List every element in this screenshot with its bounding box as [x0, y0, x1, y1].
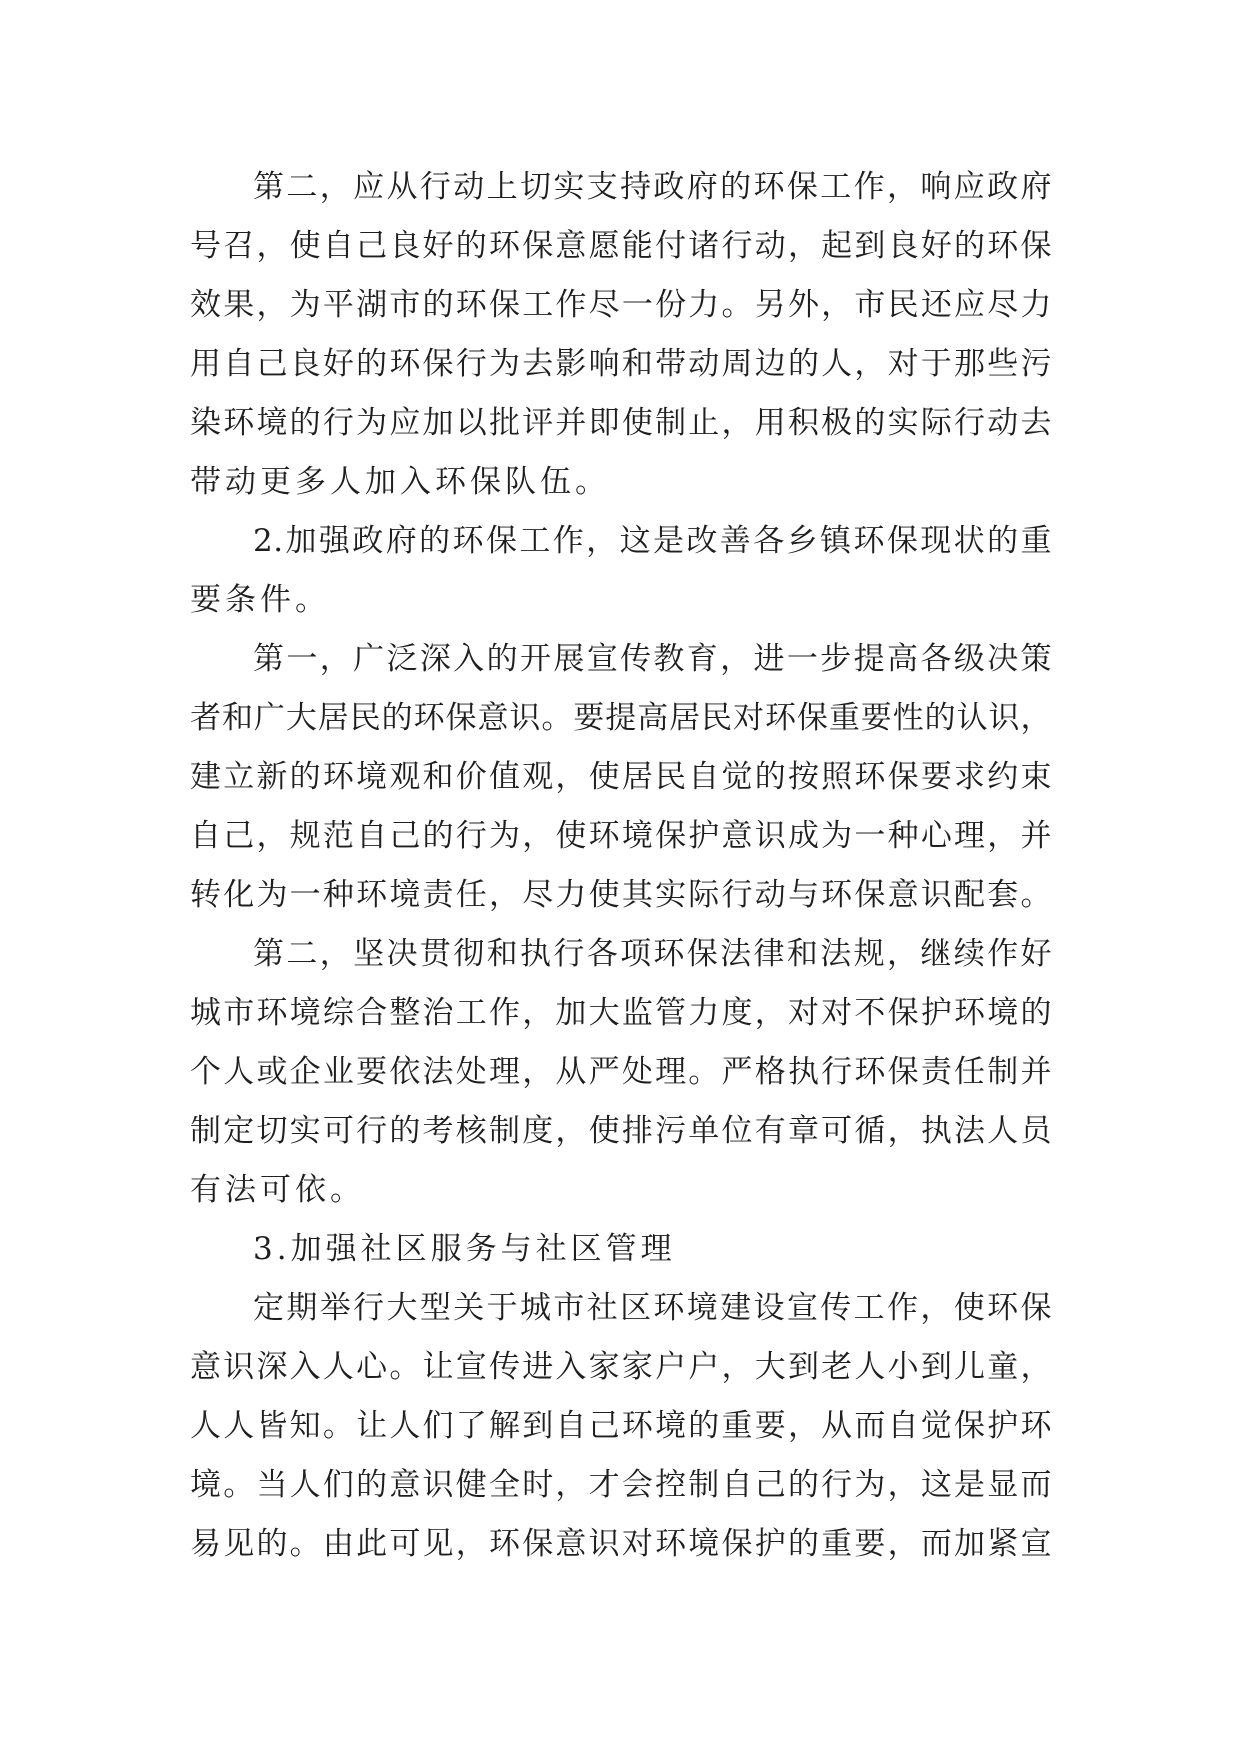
- text-line: 染环境的行为应加以批评并即使制止，用积极的实际行动去: [190, 405, 1052, 441]
- text-line: 制定切实可行的考核制度，使排污单位有章可循，执法人员: [190, 1113, 1052, 1149]
- text-line: 个人或企业要依法处理，从严处理。严格执行环保责任制并: [190, 1054, 1052, 1090]
- section-heading-2: 2.加强政府的环保工作，这是改善各乡镇环保现状的重: [253, 523, 1052, 559]
- text-line: 第一，广泛深入的开展宣传教育，进一步提高各级决策: [253, 641, 1052, 677]
- section-heading-3: 3.加强社区服务与社区管理: [253, 1231, 676, 1267]
- text-line: 效果，为平湖市的环保工作尽一份力。另外，市民还应尽力: [190, 287, 1052, 323]
- section-heading-2-cont: 要条件。: [190, 582, 330, 618]
- text-line: 第二，坚决贯彻和执行各项环保法律和法规，继续作好: [253, 936, 1052, 972]
- text-line: 者和广大居民的环保意识。要提高居民对环保重要性的认识，: [190, 700, 1052, 736]
- text-line: 号召，使自己良好的环保意愿能付诸行动，起到良好的环保: [190, 228, 1052, 264]
- text-line: 带动更多人加入环保队伍。: [190, 464, 610, 500]
- text-line: 城市环境综合整治工作，加大监管力度，对对不保护环境的: [190, 995, 1052, 1031]
- text-line: 人人皆知。让人们了解到自己环境的重要，从而自觉保护环: [190, 1408, 1052, 1444]
- text-line: 有法可依。: [190, 1172, 365, 1208]
- text-line: 转化为一种环境责任，尽力使其实际行动与环保意识配套。: [190, 877, 1052, 913]
- text-line: 易见的。由此可见，环保意识对环境保护的重要，而加紧宣: [190, 1526, 1052, 1562]
- text-line: 用自己良好的环保行为去影响和带动周边的人，对于那些污: [190, 346, 1052, 382]
- text-line: 建立新的环境观和价值观，使居民自觉的按照环保要求约束: [190, 759, 1052, 795]
- text-line: 自己，规范自己的行为，使环境保护意识成为一种心理，并: [190, 818, 1052, 854]
- text-line: 境。当人们的意识健全时，才会控制自己的行为，这是显而: [190, 1467, 1052, 1503]
- text-line: 意识深入人心。让宣传进入家家户户，大到老人小到儿童，: [190, 1349, 1052, 1385]
- text-line: 定期举行大型关于城市社区环境建设宣传工作，使环保: [253, 1290, 1052, 1326]
- text-line: 第二，应从行动上切实支持政府的环保工作，响应政府: [253, 169, 1052, 205]
